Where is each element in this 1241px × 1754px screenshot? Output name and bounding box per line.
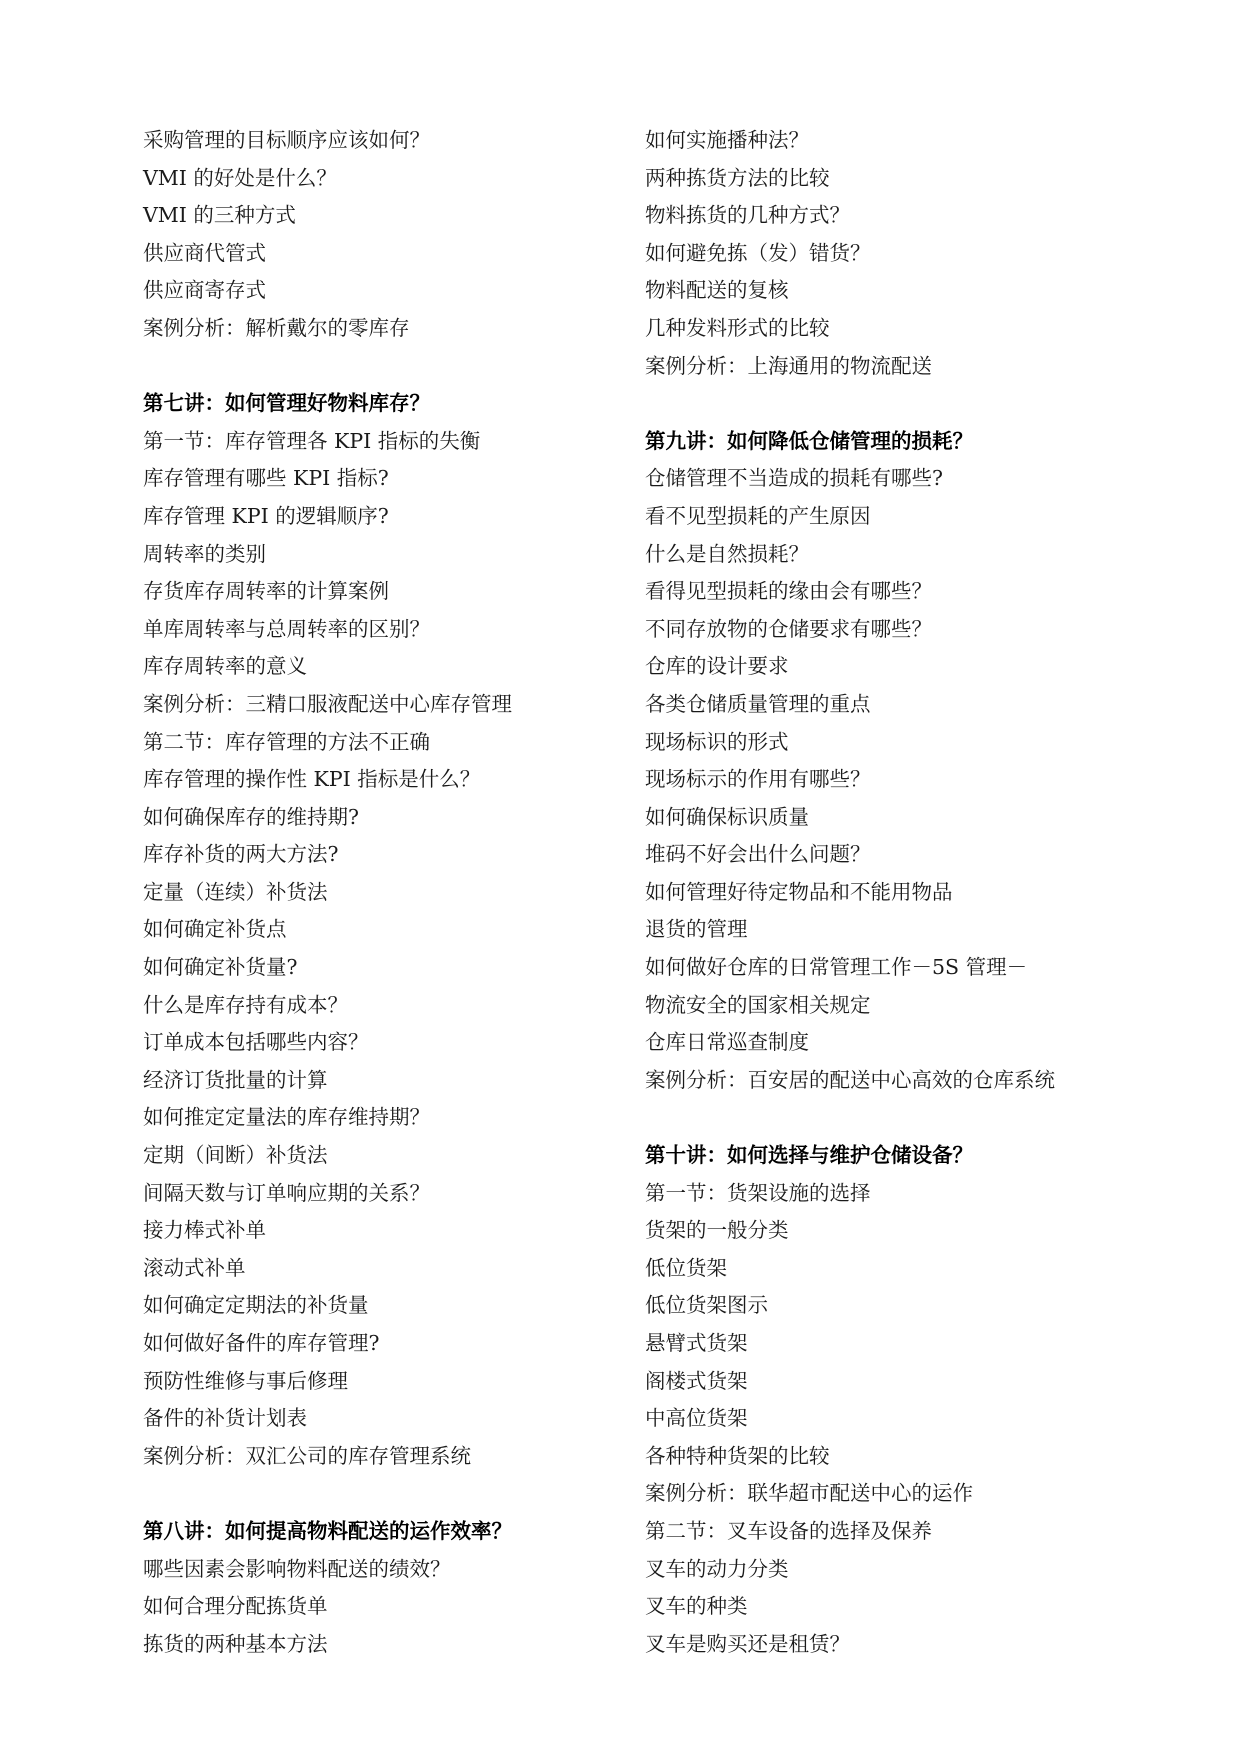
list-item: 第二节：库存管理的方法不正确 (143, 729, 430, 754)
list-item: 库存补货的两大方法? (143, 842, 339, 867)
spacer (143, 348, 633, 386)
list-item: 案例分析：联华超市配送中心的运作 (645, 1481, 973, 1506)
list-item: 物流安全的国家相关规定 (645, 992, 871, 1017)
list-item: 如何管理好待定物品和不能用物品 (645, 879, 953, 904)
spacer (143, 1475, 633, 1513)
list-item: 如何确保标识质量 (645, 804, 809, 829)
list-item: 经济订货批量的计算 (143, 1067, 328, 1092)
list-item: 中高位货架 (645, 1406, 748, 1431)
list-item: 如何确定补货量? (143, 955, 298, 980)
list-item: 堆码不好会出什么问题？ (645, 842, 871, 867)
list-item: 如何确保库存的维持期? (143, 804, 359, 829)
list-item: 单库周转率与总周转率的区别？ (143, 616, 430, 641)
lecture8-heading: 第八讲：如何提高物料配送的运作效率？ (143, 1518, 512, 1543)
list-item: 什么是自然损耗？ (645, 541, 809, 566)
list-item: 周转率的类别 (143, 541, 266, 566)
list-item: 存货库存周转率的计算案例 (143, 579, 389, 604)
list-item: 库存管理有哪些 KPI 指标? (143, 466, 389, 491)
lecture10-heading: 第十讲：如何选择与维护仓储设备？ (645, 1143, 973, 1168)
list-item: 低位货架图示 (645, 1293, 768, 1318)
list-item: 叉车是购买还是租赁？ (645, 1631, 850, 1656)
list-item: 滚动式补单 (143, 1255, 246, 1280)
list-item: 案例分析：上海通用的物流配送 (645, 353, 932, 378)
list-item: 备件的补货计划表 (143, 1406, 307, 1431)
list-item: 案例分析：百安居的配送中心高效的仓库系统 (645, 1067, 1055, 1092)
lecture9-section (645, 423, 1165, 1100)
list-item: 几种发料形式的比较 (645, 315, 830, 340)
list-item: 如何推定定量法的库存维持期？ (143, 1105, 430, 1130)
list-item: 如何确定定期法的补货量 (143, 1293, 369, 1318)
lecture10-section (645, 1137, 1165, 1663)
list-item: 物料配送的复核 (645, 278, 789, 303)
list-item: 如何实施播种法？ (645, 128, 809, 152)
right-intro-list (645, 122, 1165, 385)
list-item: 各类仓储质量管理的重点 (645, 691, 871, 716)
list-item: 案例分析：解析戴尔的零库存 (143, 315, 410, 340)
list-item: 什么是库存持有成本？ (143, 992, 348, 1017)
list-item: 定期（间断）补货法 (143, 1143, 328, 1168)
list-item: 叉车的动力分类 (645, 1556, 789, 1581)
list-item: 采购管理的目标顺序应该如何？ (143, 128, 430, 152)
list-item: 现场标示的作用有哪些？ (645, 767, 871, 792)
list-item: 库存管理 KPI 的逻辑顺序? (143, 503, 389, 528)
list-item: 如何合理分配拣货单 (143, 1594, 328, 1619)
list-item: 间隔天数与订单响应期的关系？ (143, 1180, 430, 1205)
list-item: 第一节：货架设施的选择 (645, 1180, 871, 1205)
list-item: 预防性维修与事后修理 (143, 1368, 348, 1393)
list-item: 低位货架 (645, 1255, 727, 1280)
list-item: 如何做好备件的库存管理? (143, 1331, 380, 1355)
list-item: 仓库日常巡查制度 (645, 1030, 809, 1055)
list-item: 现场标识的形式 (645, 729, 789, 754)
spacer (645, 1099, 1165, 1137)
list-item: 叉车的种类 (645, 1594, 748, 1619)
list-item: 案例分析：三精口服液配送中心库存管理 (143, 691, 512, 716)
list-item: 看得见型损耗的缘由会有哪些？ (645, 579, 932, 604)
list-item: 案例分析：双汇公司的库存管理系统 (143, 1443, 471, 1468)
list-item: 货架的一般分类 (645, 1218, 789, 1243)
list-item: VMI 的好处是什么？ (143, 165, 337, 190)
list-item: VMI 的三种方式 (143, 203, 296, 228)
list-item: 仓库的设计要求 (645, 654, 789, 679)
list-item: 物料拣货的几种方式？ (645, 203, 850, 228)
list-item: 库存周转率的意义 (143, 654, 307, 679)
list-item: 阁楼式货架 (645, 1368, 748, 1393)
list-item: 不同存放物的仓储要求有哪些？ (645, 616, 932, 641)
list-item: 供应商寄存式 (143, 278, 266, 303)
list-item: 仓储管理不当造成的损耗有哪些? (645, 466, 943, 491)
list-item: 两种拣货方法的比较 (645, 165, 830, 190)
spacer (645, 385, 1165, 423)
list-item: 各种特种货架的比较 (645, 1443, 830, 1468)
list-item: 订单成本包括哪些内容？ (143, 1030, 369, 1055)
list-item: 退货的管理 (645, 917, 748, 942)
list-item: 第二节：叉车设备的选择及保养 (645, 1518, 932, 1543)
right-column (645, 122, 1165, 1663)
list-item: 接力棒式补单 (143, 1218, 266, 1243)
list-item: 第一节：库存管理各 KPI 指标的失衡 (143, 428, 481, 453)
list-item: 看不见型损耗的产生原因 (645, 503, 871, 528)
list-item: 如何避免拣（发）错货？ (645, 240, 871, 265)
list-item: 悬臂式货架 (645, 1331, 748, 1355)
left-intro-list (143, 122, 633, 348)
list-item: 拣货的两种基本方法 (143, 1631, 328, 1656)
list-item: 定量（连续）补货法 (143, 879, 328, 904)
list-item: 供应商代管式 (143, 240, 266, 265)
list-item: 如何做好仓库的日常管理工作－5S 管理－ (645, 955, 1028, 980)
lecture8-section (143, 1513, 633, 1663)
list-item: 库存管理的操作性 KPI 指标是什么？ (143, 767, 481, 792)
list-item: 如何确定补货点 (143, 917, 287, 942)
left-column (143, 122, 633, 1663)
list-item: 哪些因素会影响物料配送的绩效？ (143, 1556, 451, 1581)
lecture9-heading: 第九讲：如何降低仓储管理的损耗？ (645, 428, 973, 453)
lecture7-section (143, 385, 633, 1475)
lecture7-heading: 第七讲：如何管理好物料库存？ (143, 391, 430, 416)
